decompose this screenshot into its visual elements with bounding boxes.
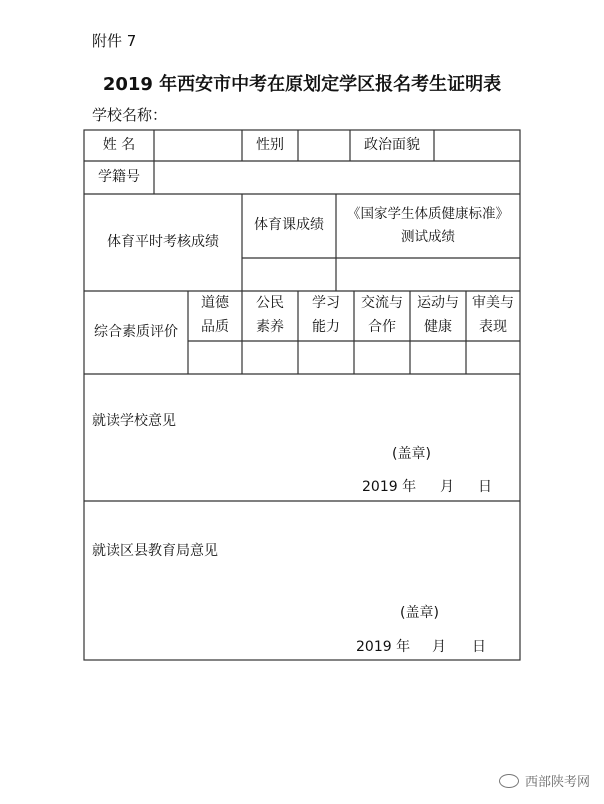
quality-value-morality[interactable] <box>188 341 242 374</box>
watermark <box>499 771 590 790</box>
quality-item-sports-health: 运动与 健康 <box>417 295 459 335</box>
quality-value-communication[interactable] <box>354 341 410 374</box>
school-opinion-year: 2019 年 <box>362 479 417 495</box>
gender-label: 性别 <box>256 136 284 153</box>
watermark-text: 西部陕考网 <box>524 775 590 790</box>
quality-item-communication: 交流与 合作 <box>361 295 403 335</box>
school-opinion-seal: (盖章) <box>392 446 431 462</box>
school-opinion-day: 日 <box>478 479 492 495</box>
quality-value-aesthetics[interactable] <box>466 341 520 374</box>
quality-item-citizenship: 公民 素养 <box>256 295 284 335</box>
pe-standard-test-value[interactable] <box>336 258 520 291</box>
quality-item-learning: 学习 能力 <box>312 295 340 335</box>
quality-value-learning[interactable] <box>298 341 354 374</box>
wechat-icon <box>499 774 519 788</box>
education-bureau-opinion-day: 日 <box>472 639 486 655</box>
quality-item-morality: 道德 品质 <box>201 295 229 335</box>
pe-regular-score-label: 体育平时考核成绩 <box>107 233 219 250</box>
school-opinion-month: 月 <box>440 479 454 495</box>
school-name-label: 学校名称： <box>92 106 168 124</box>
name-value[interactable] <box>154 130 242 161</box>
quality-value-sports-health[interactable] <box>410 341 466 374</box>
attachment-label: 附件 7 <box>92 32 137 50</box>
pe-course-score-value[interactable] <box>242 258 336 291</box>
education-bureau-opinion-label: 就读区县教育局意见 <box>92 543 218 559</box>
education-bureau-opinion-year: 2019 年 <box>356 639 411 655</box>
pe-course-score-label: 体育课成绩 <box>254 217 324 234</box>
pe-standard-test-label: 《国家学生体质健康标准》 测试成绩 <box>347 206 509 245</box>
name-label: 姓 名 <box>102 136 136 153</box>
comprehensive-quality-label: 综合素质评价 <box>94 323 178 340</box>
political-status-label: 政治面貌 <box>364 136 420 153</box>
quality-item-aesthetics: 审美与 表现 <box>472 295 514 335</box>
education-bureau-opinion-seal: (盖章) <box>400 605 439 621</box>
gender-value[interactable] <box>298 130 350 161</box>
education-bureau-opinion-month: 月 <box>432 639 446 655</box>
quality-value-citizenship[interactable] <box>242 341 298 374</box>
student-roll-value[interactable] <box>154 161 520 194</box>
political-status-value[interactable] <box>434 130 520 161</box>
page-title: 2019 年西安市中考在原划定学区报名考生证明表 <box>102 74 502 95</box>
student-roll-label: 学籍号 <box>98 168 140 185</box>
school-opinion-label: 就读学校意见 <box>92 413 176 429</box>
